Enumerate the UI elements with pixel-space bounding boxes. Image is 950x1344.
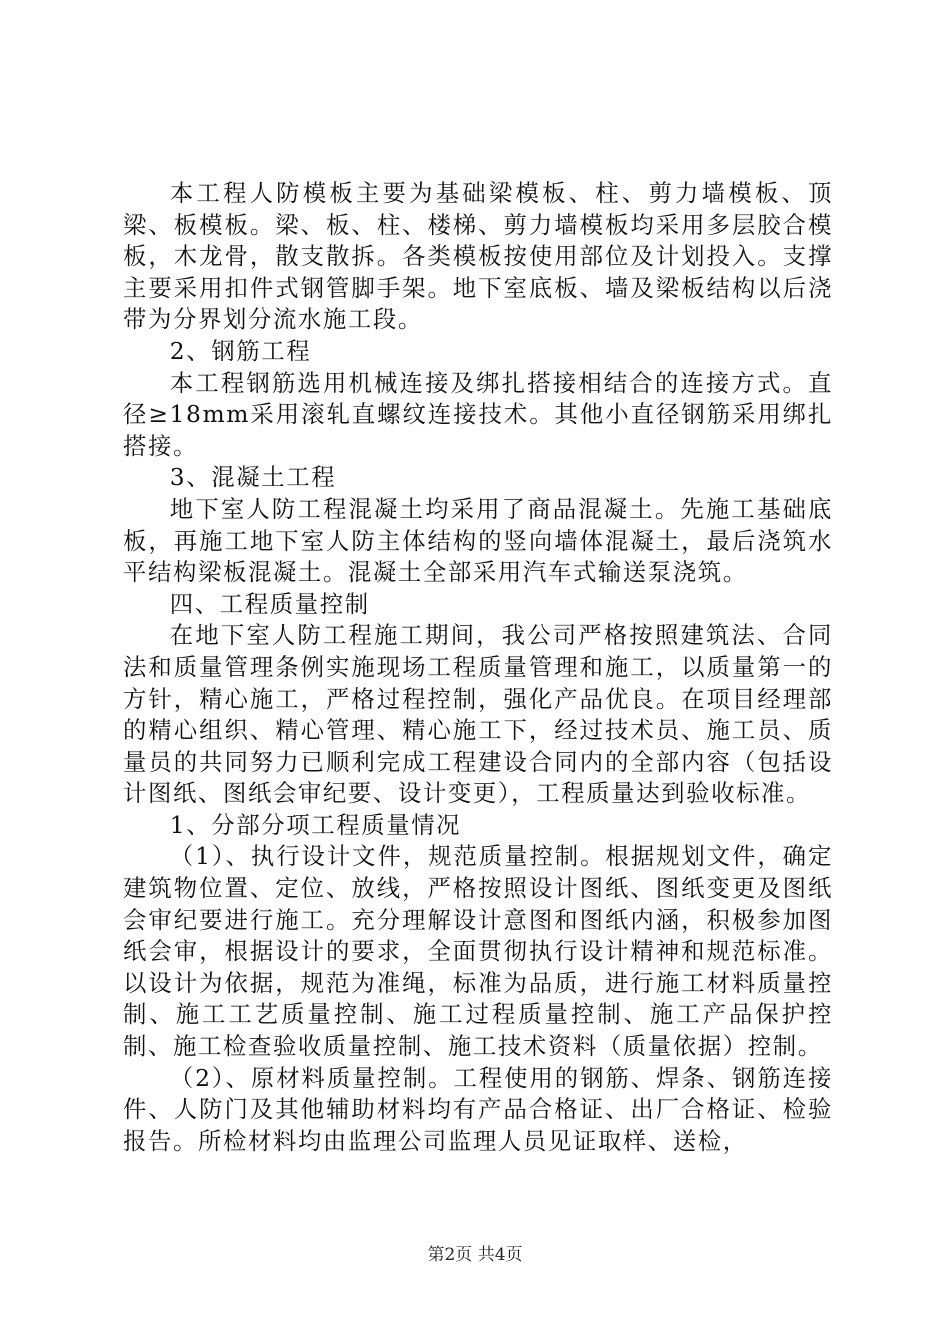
paragraph-rebar: 本工程钢筋选用机械连接及绑扎搭接相结合的连接方式。直径≥18mm采用滚轧直螺纹连接技术。其他小直径钢筋采用绑扎搭接。 xyxy=(123,368,833,460)
document-body xyxy=(123,178,833,1157)
paragraph-design-compliance: （1）、执行设计文件，规范质量控制。根据规划文件，确定建筑物位置、定位、放线，严格按照设计图纸、图纸变更及图纸会审纪要进行施工。充分理解设计意图和图纸内涵，积极参加图纸会审，根据设计的要求，全面贯彻执行设计精神和规范标准。以设计为依据，规范为准绳，标准为品质，进行施工材料质量控制、施工工艺质量控制、施工过程质量控制、施工产品保护控制、施工检查验收质量控制、施工技术资料（质量依据）控制。 xyxy=(123,842,833,1061)
paragraph-quality-control: 在地下室人防工程施工期间，我公司严格按照建筑法、合同法和质量管理条例实施现场工程质量管理和施工，以质量第一的方针，精心施工，严格过程控制，强化产品优良。在项目经理部的精心组织、精心管理、精心施工下，经过技术员、施工员、质量员的共同努力已顺利完成工程建设合同内的全部内容（包括设计图纸、图纸会审纪要、设计变更），工程质量达到验收标准。 xyxy=(123,621,833,808)
heading-quality-control: 四、工程质量控制 xyxy=(169,589,370,618)
heading-subitem-quality: 1、分部分项工程质量情况 xyxy=(169,810,462,839)
heading-concrete-works: 3、混凝土工程 xyxy=(169,463,337,492)
paragraph-formwork: 本工程人防模板主要为基础梁模板、柱、剪力墙模板、顶梁、板模板。梁、板、柱、楼梯、剪力墙模板均采用多层胶合模板，木龙骨，散支散拆。各类模板按使用部位及计划投入。支撑主要采用扣件式钢管脚手架。地下室底板、墙及梁板结构以后浇带为分界划分流水施工段。 xyxy=(123,179,833,334)
page-number-footer: 第2页 共4页 xyxy=(427,1245,523,1265)
paragraph-concrete: 地下室人防工程混凝土均采用了商品混凝土。先施工基础底板，再施工地下室人防主体结构的竖向墙体混凝土，最后浇筑水平结构梁板混凝土。混凝土全部采用汽车式输送泵浇筑。 xyxy=(123,494,833,587)
heading-rebar-works: 2、钢筋工程 xyxy=(169,336,312,365)
paragraph-material-control: （2）、原材料质量控制。工程使用的钢筋、焊条、钢筋连接件、人防门及其他辅助材料均有产品合格证、出厂合格证、检验报告。所检材料均由监理公司监理人员见证取样、送检， xyxy=(123,1063,833,1155)
